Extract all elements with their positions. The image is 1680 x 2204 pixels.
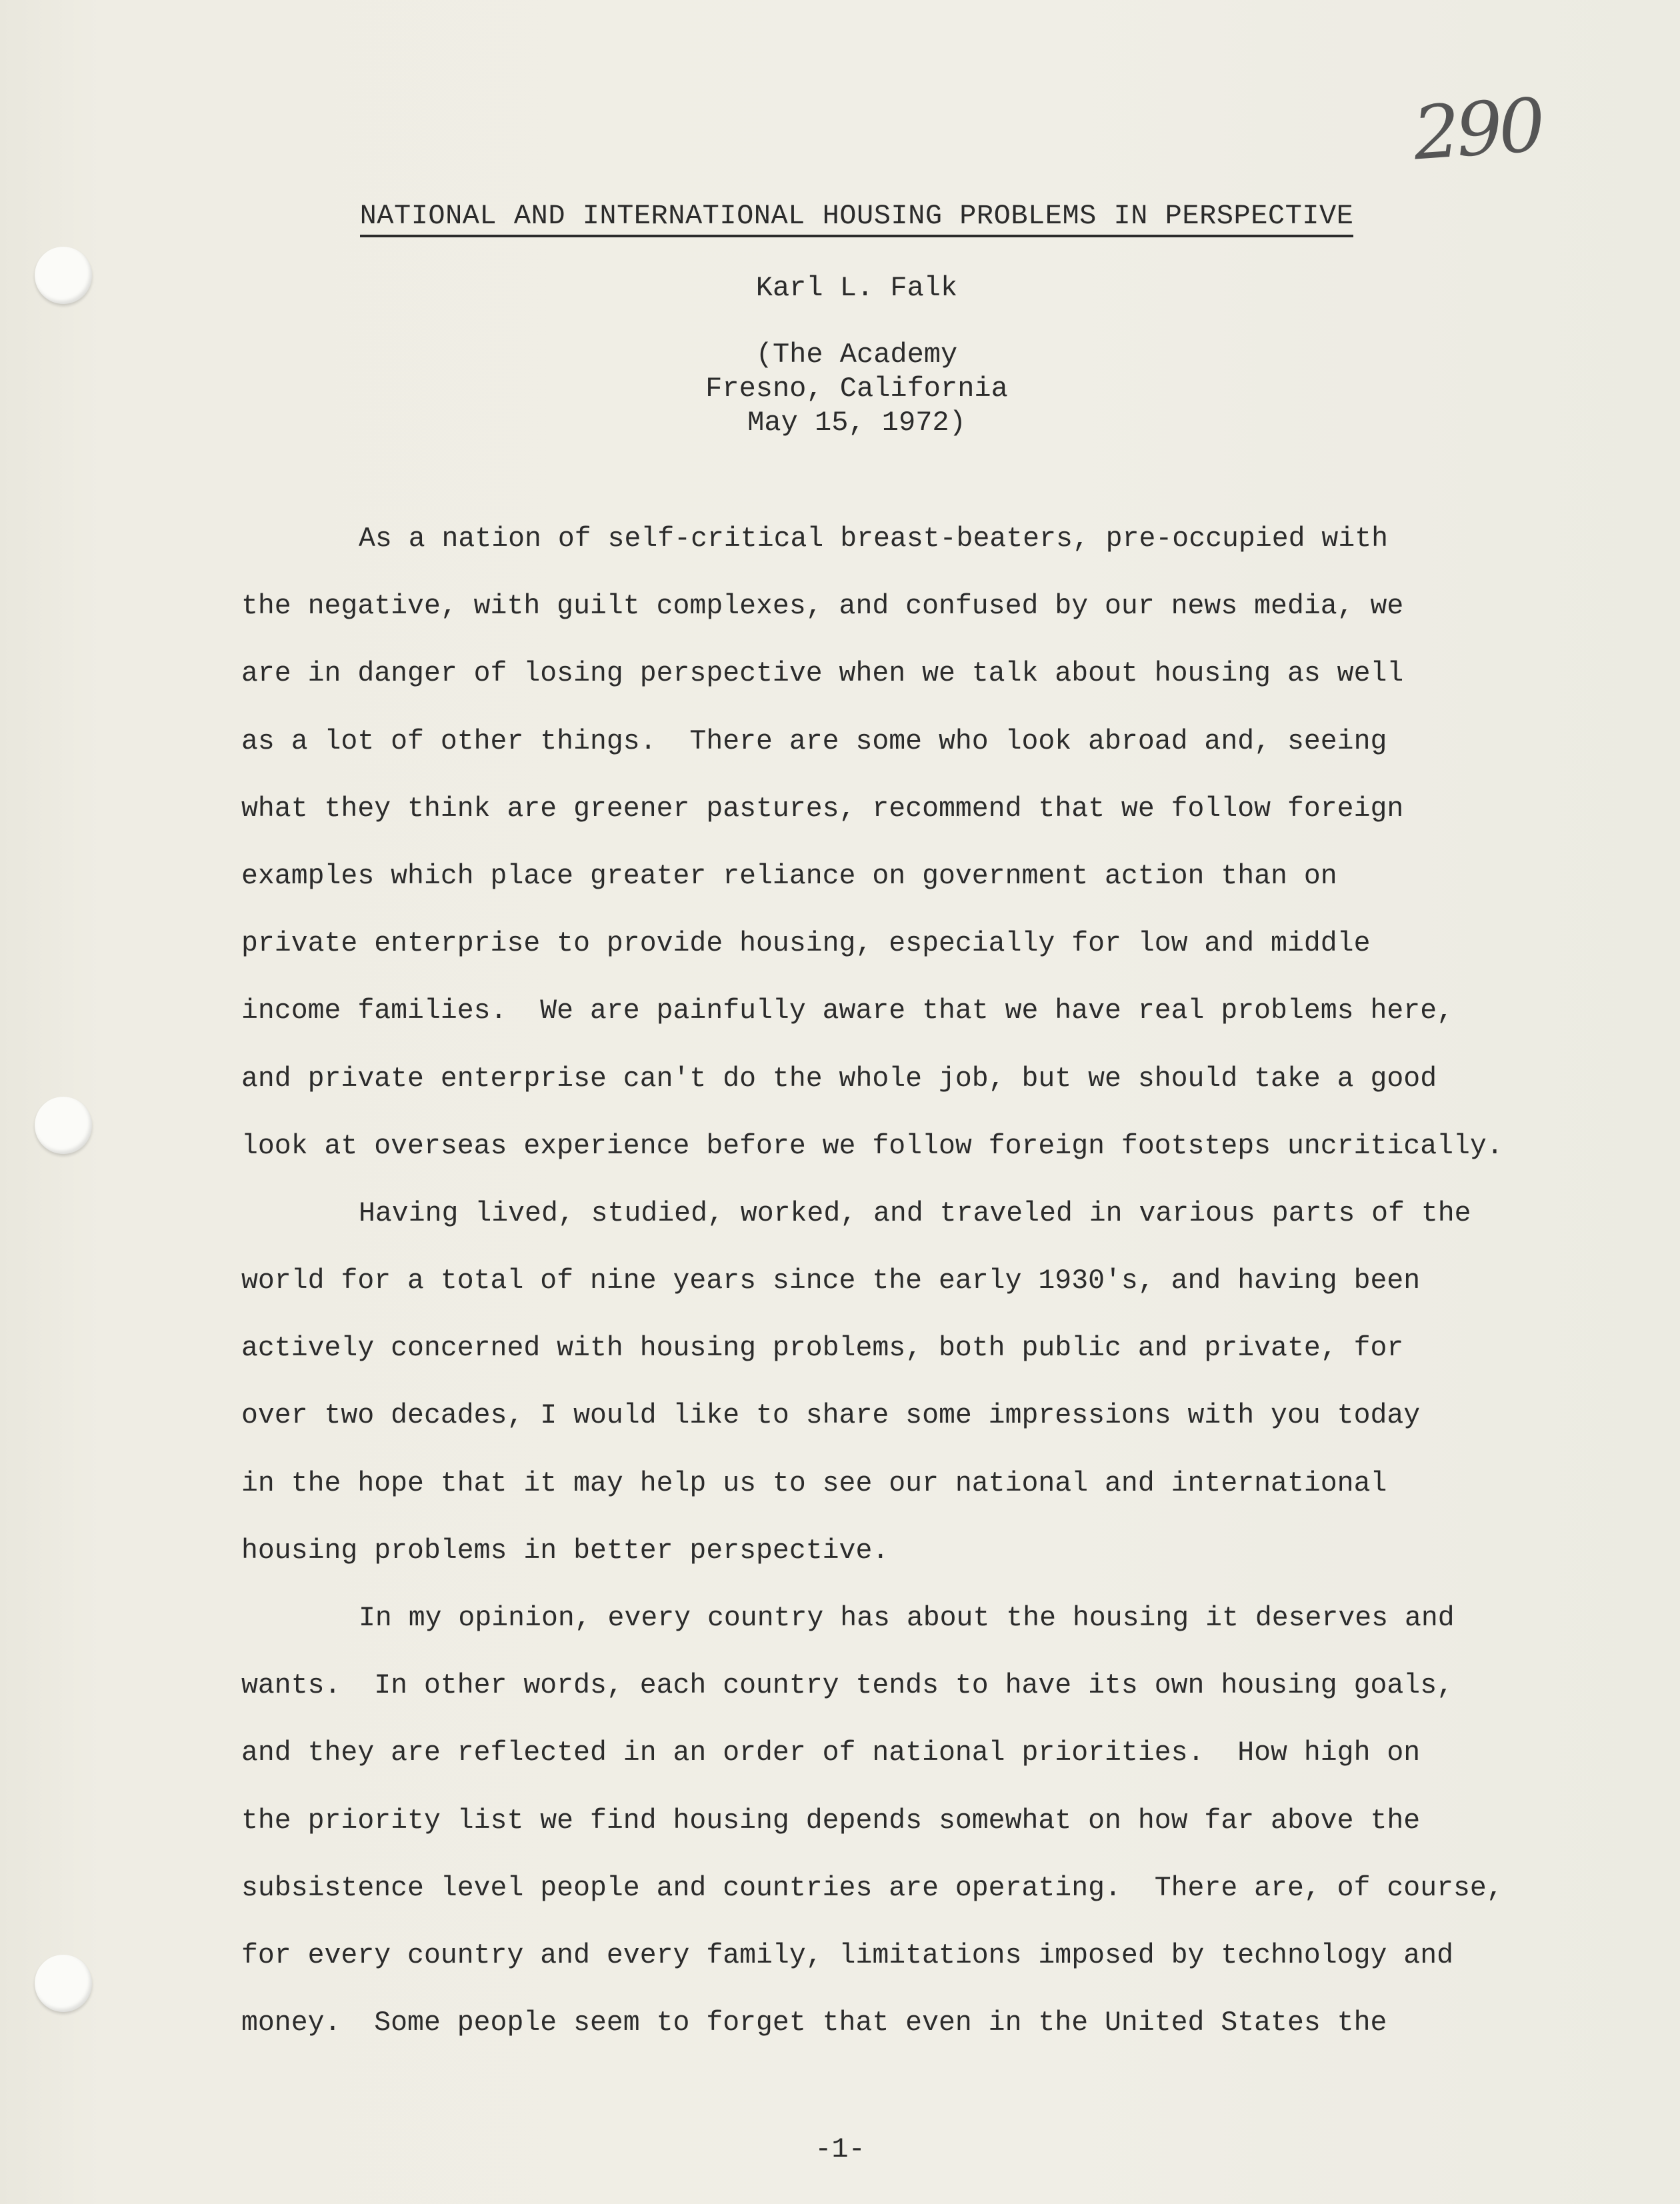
text-line: As a nation of self-critical breast-beaters, pre-occupied with — [359, 523, 1389, 555]
document-title — [0, 200, 1680, 232]
venue-line: (The Academy — [755, 339, 958, 371]
text-line: money. Some people seem to forget that even in the United States the — [241, 2007, 1387, 2039]
text-line: Having lived, studied, worked, and traveled in various parts of the — [359, 1197, 1471, 1229]
text-line: the priority list we find housing depends somewhat on how far above the — [241, 1805, 1421, 1837]
venue-line: May 15, 1972) — [747, 407, 966, 439]
text-line: and private enterprise can't do the whole job, but we should take a good — [241, 1063, 1437, 1095]
text-line: examples which place greater reliance on government action than on — [241, 860, 1337, 892]
title-text: NATIONAL AND INTERNATIONAL HOUSING PROBLEMS IN PERSPECTIVE — [360, 200, 1354, 237]
text-line: as a lot of other things. There are some who look abroad and, seeing — [241, 725, 1387, 757]
text-line: private enterprise to provide housing, especially for low and middle — [241, 928, 1371, 960]
text-line: income families. We are painfully aware that we have real problems here, — [241, 995, 1453, 1027]
paragraph — [241, 505, 1503, 1180]
text-line: and they are reflected in an order of national priorities. How high on — [241, 1737, 1421, 1769]
paragraph — [241, 1180, 1503, 1585]
text-line: in the hope that it may help us to see our national and international — [241, 1467, 1387, 1499]
text-line: the negative, with guilt complexes, and confused by our news media, we — [241, 591, 1404, 623]
text-line: actively concerned with housing problems, both public and private, for — [241, 1333, 1404, 1365]
punch-hole — [35, 1955, 92, 2012]
handwritten-page-number: 290 — [1410, 82, 1545, 177]
paragraph — [241, 1585, 1503, 2057]
text-line: look at overseas experience before we follow foreign footsteps uncritically. — [241, 1130, 1503, 1162]
text-line: what they think are greener pastures, recommend that we follow foreign — [241, 793, 1404, 825]
punch-hole — [35, 1097, 92, 1154]
text-line: subsistence level people and countries are operating. There are, of course, — [241, 1872, 1503, 1904]
text-line: housing problems in better perspective. — [241, 1535, 889, 1567]
page-number: -1- — [815, 2133, 865, 2165]
text-line: are in danger of losing perspective when we talk about housing as well — [241, 658, 1404, 690]
body-text — [241, 505, 1503, 2057]
venue-line: Fresno, California — [705, 373, 1008, 405]
text-line: In my opinion, every country has about the housing it deserves and — [359, 1603, 1455, 1634]
text-line: over two decades, I would like to share some impressions with you today — [241, 1400, 1421, 1432]
author: Karl L. Falk — [755, 272, 958, 304]
text-line: world for a total of nine years since the early 1930's, and having been — [241, 1265, 1421, 1297]
text-line: for every country and every family, limitations imposed by technology and — [241, 1939, 1453, 1971]
text-line: wants. In other words, each country tends to have its own housing goals, — [241, 1670, 1453, 1702]
